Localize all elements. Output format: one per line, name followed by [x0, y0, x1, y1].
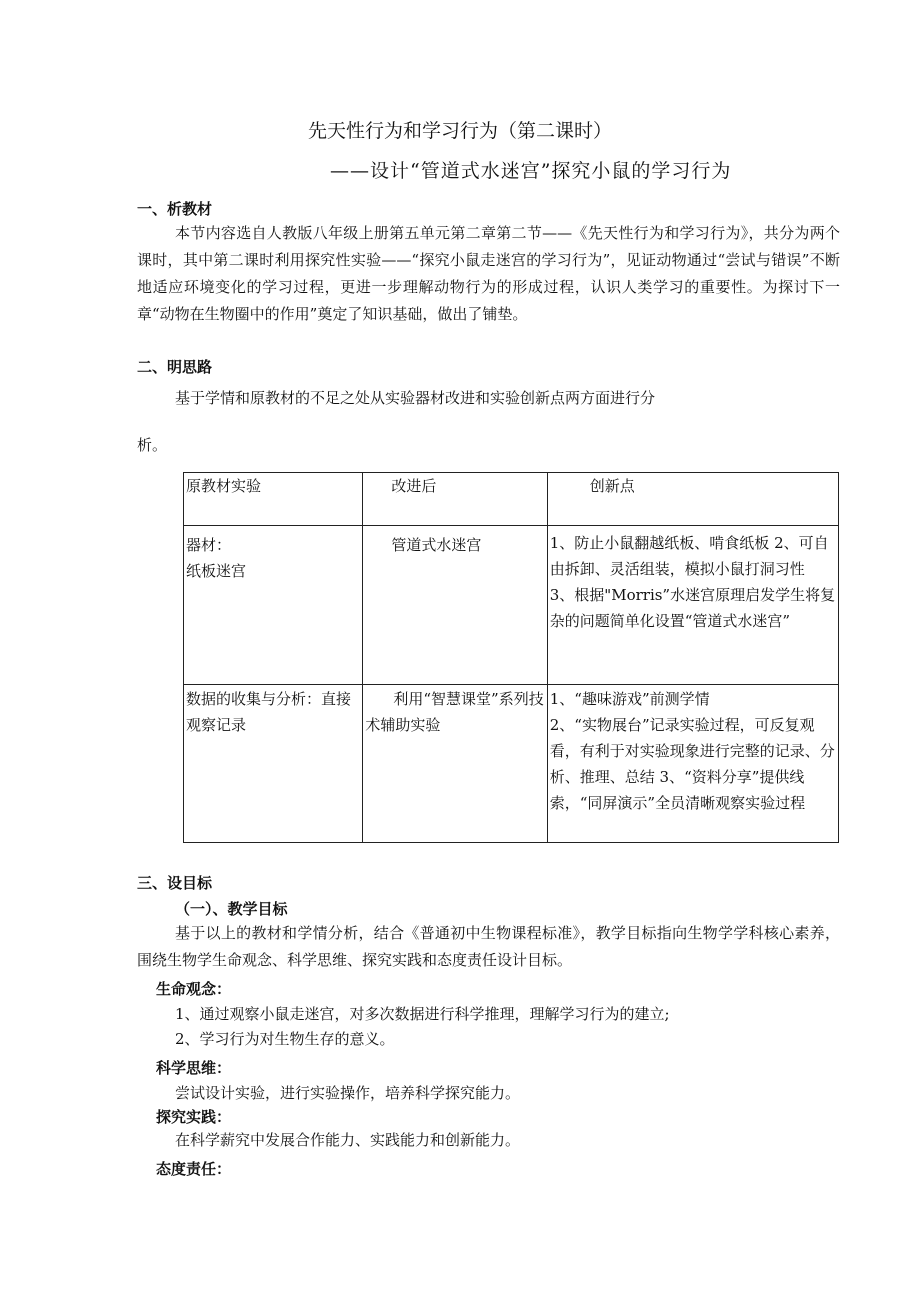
inquiry-label: 探究实践： [156, 1108, 232, 1126]
teaching-goals-heading: （一）、教学目标 [175, 900, 288, 918]
life-concept-item-2: 2、学习行为对生物生存的意义。 [175, 1030, 395, 1048]
table-header-row [184, 473, 839, 526]
table-row [184, 685, 839, 843]
table-header-improved: 改进后 [363, 473, 547, 526]
section2-paragraph-line2: 析。 [137, 436, 168, 454]
table-header-original: 原教材实验 [184, 473, 363, 526]
section1-heading: 一、析教材 [137, 200, 213, 218]
document-title: 先天性行为和学习行为（第二课时） [307, 120, 612, 142]
inquiry-text: 在科学薪究中发展合作能力、实践能力和创新能力。 [175, 1131, 521, 1149]
sci-thinking-text: 尝试设计实验，进行实验操作，培养科学探究能力。 [175, 1084, 521, 1102]
table-cell: 利用“智慧课堂”系列技术辅助实验 [363, 685, 547, 843]
table-cell: 管道式水迷宫 [363, 526, 547, 685]
document-subtitle: ——设计“管道式水迷宫”探究小鼠的学习行为 [330, 160, 732, 182]
table-cell: 器材： 纸板迷宫 [184, 526, 363, 685]
section3-paragraph: 基于以上的教材和学情分析，结合《普通初中生物课程标准》，教学目标指向生物学学科核心素养，围绕生物学生命观念、科学思维、探究实践和态度责任设计目标。 [137, 924, 840, 969]
section2-paragraph-line1: 基于学情和原教材的不足之处从实验器材改进和实验创新点两方面进行分 [175, 389, 656, 407]
table-cell: 1、“趣味游戏”前测学情 2、“实物展台”记录实验过程，可反复观看，有利于对实验现象进行完整的记录、分析、推理、总结 3、“资料分享”提供线索，“同屏演示”全员清晰观察实验过程 [547, 685, 838, 843]
life-concept-label: 生命观念： [156, 980, 232, 998]
section2-heading: 二、明思路 [137, 358, 213, 376]
section1-paragraph: 本节内容选自人教版八年级上册第五单元第二章第二节——《先天性行为和学习行为》，共分为两个课时，其中第二课时利用探究性实验——“探究小鼠走迷宫的学习行为”，见证动物通过“尝试与错误”不断地适应环境变化的学习过程，更进一步理解动物行为的形成过程，认识人类学习的重要性。为探讨下一章“动物在生物圈中的作用”奠定了知识基础，做出了铺垫。 [137, 224, 840, 323]
section3-heading: 三、设目标 [137, 874, 213, 892]
sci-thinking-label: 科学思维： [156, 1059, 232, 1077]
table-row [184, 526, 839, 685]
attitude-label: 态度责任： [156, 1160, 232, 1178]
table-cell: 1、防止小鼠翻越纸板、啃食纸板 2、可自由拆卸、灵活组装，模拟小鼠打洞习性 3、根据"Morris”水迷宫原理启发学生将复杂的问题简单化设置“管道式水迷宫” [547, 526, 838, 685]
life-concept-item-1: 1、通过观察小鼠走迷宫，对多次数据进行科学推理，理解学习行为的建立; [175, 1005, 670, 1023]
table-cell: 数据的收集与分析：直接观察记录 [184, 685, 363, 843]
comparison-table [183, 472, 839, 843]
table-header-innovation: 创新点 [547, 473, 838, 526]
